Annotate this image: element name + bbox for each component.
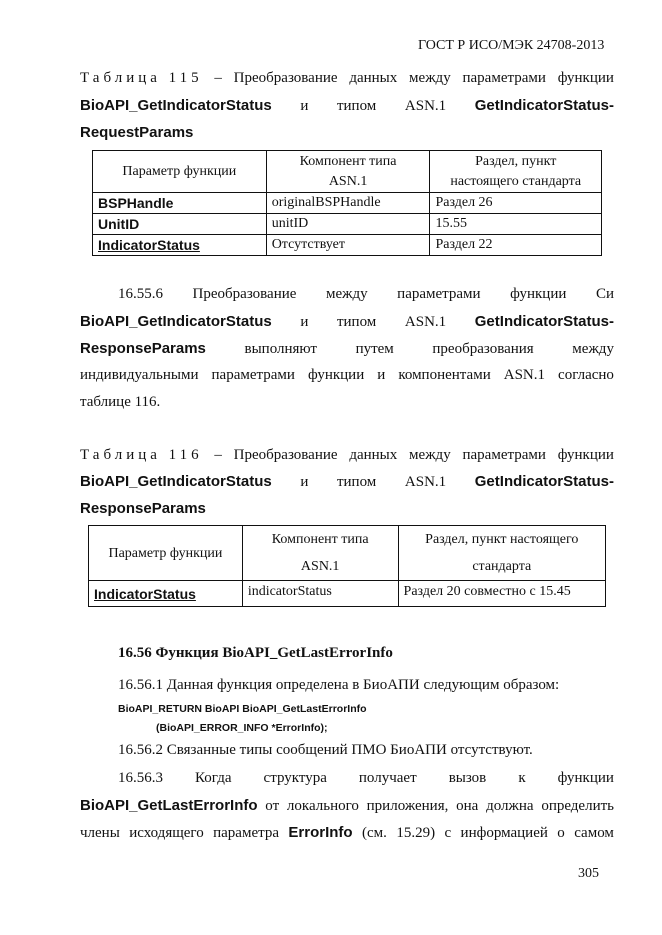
para-word: и <box>300 314 309 330</box>
caption-word: параметрами <box>462 70 546 86</box>
para-word: локального <box>286 798 359 814</box>
para-16-56-3-line2 <box>80 797 614 815</box>
table-header-row <box>93 151 602 193</box>
header-cell <box>93 151 267 193</box>
para-word: функции <box>307 367 365 383</box>
component-cell: originalBSPHandle <box>266 193 430 214</box>
para-word: 15.29) <box>396 825 436 841</box>
para-word: (см. <box>362 825 387 841</box>
page-number: 305 <box>578 866 599 881</box>
para-16-55-6-line1 <box>118 286 614 303</box>
para-word: члены <box>80 825 120 841</box>
para-16-56-2: 16.56.2 Связанные типы сообщений ПМО БиоАПИ отсутствуют. <box>118 742 533 758</box>
para-word: параметра <box>213 825 280 841</box>
component-cell: indicatorStatus <box>242 581 398 607</box>
header-text: Компонент типа <box>299 153 397 169</box>
para-word: к <box>518 770 526 786</box>
caption-word: типом <box>336 98 377 114</box>
para-word: между <box>325 286 368 302</box>
caption-word: между <box>409 70 451 86</box>
para-word: 16.55.6 <box>118 286 163 302</box>
param-cell: IndicatorStatus <box>89 581 243 607</box>
section-title: 16.56 Функция BioAPI_GetLastErrorInfo <box>118 645 393 661</box>
para-word: приложения, <box>366 798 449 814</box>
param-cell: UnitID <box>93 214 267 235</box>
header-cell <box>430 151 602 193</box>
para-word: функции <box>557 770 614 786</box>
para-word: определить <box>541 798 614 814</box>
code-line-1: BioAPI_RETURN BioAPI BioAPI_GetLastErrorInfo <box>118 703 367 715</box>
caption-word: ASN.1 <box>404 98 447 114</box>
para-word: самом <box>574 825 614 841</box>
caption-word: Преобразование <box>233 447 338 463</box>
para-16-56-3-line1 <box>118 770 614 787</box>
section-cell: Раздел 22 <box>430 235 602 256</box>
header-text: ASN.1 <box>328 173 368 189</box>
caption-word: типом <box>336 474 377 490</box>
para-word: должна <box>486 798 534 814</box>
para-16-55-6-line2 <box>80 313 614 331</box>
header-cell <box>398 526 605 581</box>
para-word: 16.56.3 <box>118 770 163 786</box>
table116-caption-line1 <box>80 447 614 464</box>
standard-header: ГОСТ Р ИСО/МЭК 24708-2013 <box>418 38 605 53</box>
function-name: BioAPI_GetIndicatorStatus <box>80 473 272 490</box>
para-16-55-6-line5: таблице 116. <box>80 394 161 410</box>
caption-dash: – <box>214 70 222 86</box>
para-word: исходящего <box>129 825 204 841</box>
caption-word: данных <box>349 70 398 86</box>
section-cell: Раздел 20 совместно с 15.45 <box>398 581 605 607</box>
component-cell: Отсутствует <box>266 235 430 256</box>
section-cell: Раздел 26 <box>430 193 602 214</box>
para-word: информацией <box>460 825 548 841</box>
header-text: настоящего стандарта <box>450 173 582 189</box>
function-name: BioAPI_GetIndicatorStatus <box>80 313 272 330</box>
caption-word: между <box>409 447 451 463</box>
header-text: Компонент типа <box>271 532 369 547</box>
header-text: Параметр функции <box>122 164 237 179</box>
table116-caption-line3 <box>80 500 614 517</box>
caption-word: ASN.1 <box>404 474 447 490</box>
table-115 <box>92 150 602 256</box>
para-word: компонентами <box>398 367 491 383</box>
para-word: ASN.1 <box>404 314 447 330</box>
para-word: между <box>572 341 614 357</box>
para-word: получает <box>358 770 417 786</box>
table115-caption-line2 <box>80 97 614 115</box>
header-text: Раздел, пункт <box>475 153 557 169</box>
para-word: параметрами <box>211 367 295 383</box>
param-cell: IndicatorStatus <box>93 235 267 256</box>
para-word: преобразования <box>432 341 534 357</box>
caption-word: и <box>300 474 309 490</box>
table-row <box>93 235 602 256</box>
para-word: индивидуальными <box>80 367 199 383</box>
component-cell: unitID <box>266 214 430 235</box>
table-row <box>89 581 606 607</box>
para-word: Когда <box>195 770 232 786</box>
header-text: Раздел, пункт настоящего <box>425 532 579 547</box>
caption-label: Таблица 116 <box>80 447 203 463</box>
header-cell <box>242 526 398 581</box>
para-word: с <box>444 825 452 841</box>
para-word: вызов <box>448 770 487 786</box>
caption-label: Таблица 115 <box>80 70 203 86</box>
para-16-55-6-line3 <box>80 340 614 358</box>
table115-caption-line1 <box>80 70 614 87</box>
header-text: ASN.1 <box>300 559 340 574</box>
header-text: Параметр функции <box>108 545 223 561</box>
type-name: GetIndicatorStatus- <box>474 313 614 330</box>
caption-word: Преобразование <box>233 70 338 86</box>
para-word: Си <box>595 286 614 302</box>
caption-word: данных <box>349 447 398 463</box>
caption-word: и <box>300 98 309 114</box>
para-16-56-3-line3 <box>80 824 614 842</box>
caption-word: функции <box>557 447 614 463</box>
param-cell: BSPHandle <box>93 193 267 214</box>
para-word: ASN.1 <box>503 367 546 383</box>
caption-word: параметрами <box>462 447 546 463</box>
header-cell <box>89 526 243 581</box>
para-16-55-6-line4 <box>80 367 614 384</box>
code-line-2: (BioAPI_ERROR_INFO *ErrorInfo); <box>156 722 328 734</box>
para-word: путем <box>355 341 394 357</box>
para-word: о <box>557 825 565 841</box>
table-row <box>93 193 602 214</box>
para-word: от <box>265 798 280 814</box>
para-16-56-1: 16.56.1 Данная функция определена в БиоАПИ следующим образом: <box>118 677 560 693</box>
para-word: и <box>377 367 386 383</box>
function-name: BioAPI_GetIndicatorStatus <box>80 97 272 114</box>
table116-caption-line2 <box>80 473 614 491</box>
para-word: параметрами <box>397 286 481 302</box>
table115-caption-line3 <box>80 124 614 141</box>
para-word: согласно <box>558 367 614 383</box>
para-word: типом <box>336 314 377 330</box>
param-name: ErrorInfo <box>288 824 353 841</box>
type-name: ResponseParams <box>80 340 206 357</box>
para-word: Преобразование <box>192 286 297 302</box>
header-text: стандарта <box>472 559 532 574</box>
type-name: GetIndicatorStatus- <box>474 97 614 114</box>
para-word: функции <box>510 286 567 302</box>
table-header-row <box>89 526 606 581</box>
type-name: GetIndicatorStatus- <box>474 473 614 490</box>
header-cell <box>266 151 430 193</box>
type-name: RequestParams <box>80 124 194 141</box>
caption-word: функции <box>557 70 614 86</box>
table-116 <box>88 525 606 607</box>
section-cell: 15.55 <box>430 214 602 235</box>
type-name: ResponseParams <box>80 500 206 517</box>
para-word: она <box>456 798 479 814</box>
para-word: выполняют <box>244 341 317 357</box>
caption-dash: – <box>214 447 222 463</box>
function-name: BioAPI_GetLastErrorInfo <box>80 797 258 814</box>
para-word: структура <box>263 770 327 786</box>
table-row <box>93 214 602 235</box>
